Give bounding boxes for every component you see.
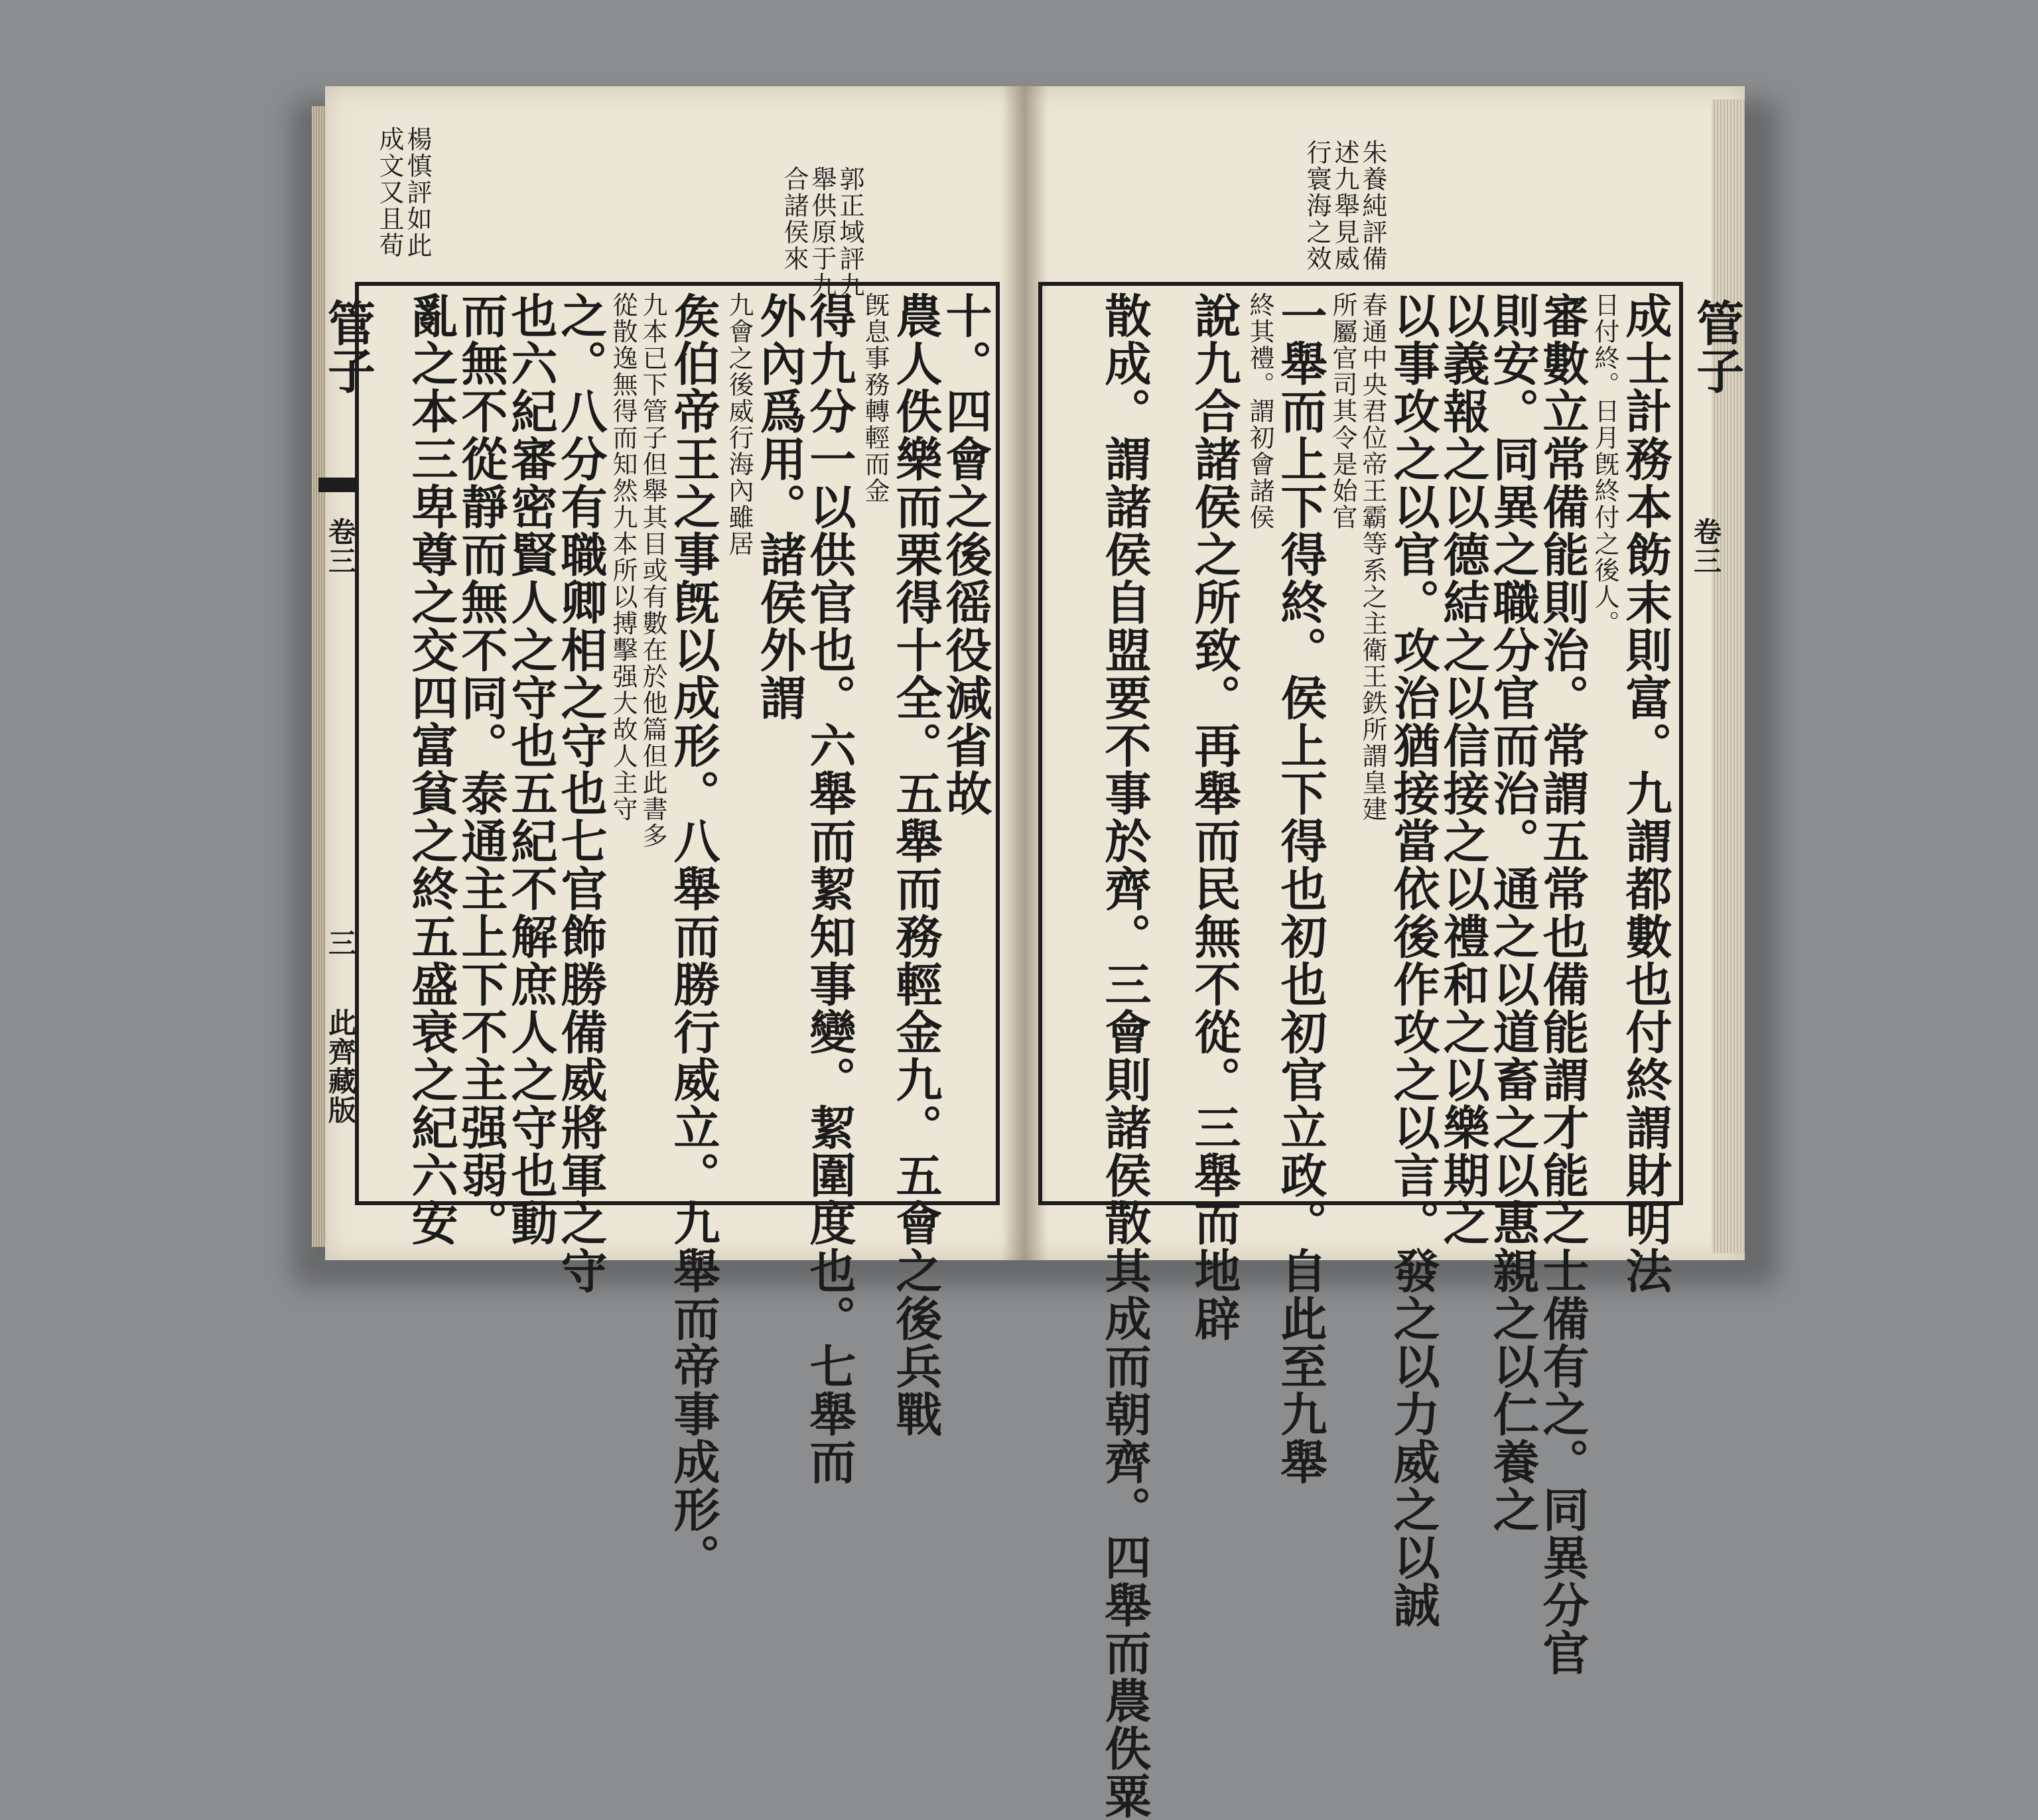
left-column-11: 也六紀審密賢人之守也五紀不解庶人之守也動 <box>504 292 559 1247</box>
right-running-title: 管子 <box>1688 298 1745 394</box>
left-running-title: 管子 <box>320 298 376 394</box>
left-column-1: 十。四會之後徭役減省故 <box>938 292 993 817</box>
left-printer-mark: 此齊藏版 <box>324 1008 357 1125</box>
left-column-9: 從散逸無得而知然九本所以搏擊强大故人主守 <box>608 292 638 822</box>
left-column-5: 外內爲用。諸侯外謂 <box>752 292 807 722</box>
right-column-8: 所屬官司其令是始官 <box>1328 292 1357 531</box>
left-column-12: 而無不從靜而無不同。泰通主上下不主强弱。 <box>454 292 509 1247</box>
right-column-5: 以義報之以德結之以信接之以禮和之以樂期之 <box>1436 292 1491 1247</box>
left-column-3: 旣息事務轉輕而金 <box>860 292 890 504</box>
left-column-13: 亂之本三卑尊之交四富貧之終五盛衰之紀六安 <box>404 292 459 1247</box>
left-header-note-4: 舉供原于九 <box>807 166 837 298</box>
left-page-number: 三 <box>324 929 357 958</box>
left-header-note-1: 楊慎評如此 <box>403 126 432 259</box>
right-page-edges <box>1712 99 1745 1254</box>
left-column-2: 農人佚樂而栗得十全。五舉而務輕金九。五會之後兵戰 <box>888 292 943 1438</box>
right-column-4: 則安。同異之職分官而治。通之以道畜之以惠親之以仁養之 <box>1485 292 1540 1533</box>
right-column-9: 一舉而上下得終。侯上下得也初也初官立政。自此至九舉 <box>1273 292 1328 1486</box>
right-column-11: 說九合諸侯之所致。再舉而民無不從。三舉而地辟 <box>1187 292 1242 1342</box>
left-header-note-5: 合諸侯來 <box>780 166 809 272</box>
left-column-6: 九會之後威行海內雖居 <box>724 292 754 557</box>
right-column-1: 成士計務本飭末則富。九謂都數也付終謂財明法 <box>1618 292 1673 1295</box>
right-column-6: 以事攻之以官。攻治猶接當依後作攻之以言。發之以力威之以誠 <box>1386 292 1441 1629</box>
left-column-4: 得九分一以供官也。六舉而絜知事變。絜圍度也。七舉而 <box>802 292 857 1486</box>
left-column-8: 九本已下管子但舉其目或有數在於他篇但此書多 <box>638 292 667 849</box>
right-header-note-3: 行寰海之效 <box>1302 139 1331 272</box>
right-header-note-2: 述九舉見威 <box>1330 139 1359 272</box>
left-header-note-2: 成文又且荀 <box>375 126 404 259</box>
left-volume-label: 卷三 <box>324 517 357 576</box>
right-column-10: 終其禮。謂初會諸侯 <box>1245 292 1274 531</box>
right-header-note-1: 朱養純評備 <box>1358 139 1387 272</box>
left-column-7: 矦伯帝王之事旣以成形。八舉而勝行威立。九舉而帝事成形。 <box>666 292 721 1581</box>
left-fishtail-mark <box>318 478 358 492</box>
right-column-12: 散成。謂諸侯自盟要不事於齊。三會則諸侯散其成而朝齊。四舉而農佚粟 <box>1097 292 1152 1820</box>
right-column-3: 審數立常備能則治。常謂五常也備能謂才能之士備有之。同異分官 <box>1535 292 1590 1677</box>
right-column-7: 春通中央君位帝王霸等系之主衛王鉄所謂皇建 <box>1358 292 1387 822</box>
left-header-note-3: 郭正域評九 <box>835 166 864 298</box>
right-column-2: 日付終。日月旣終付之後人。 <box>1590 292 1619 637</box>
left-column-10: 之。八分有職卿相之守也七官飾勝備威將軍之守 <box>553 292 608 1295</box>
right-volume-label: 卷三 <box>1690 517 1722 576</box>
